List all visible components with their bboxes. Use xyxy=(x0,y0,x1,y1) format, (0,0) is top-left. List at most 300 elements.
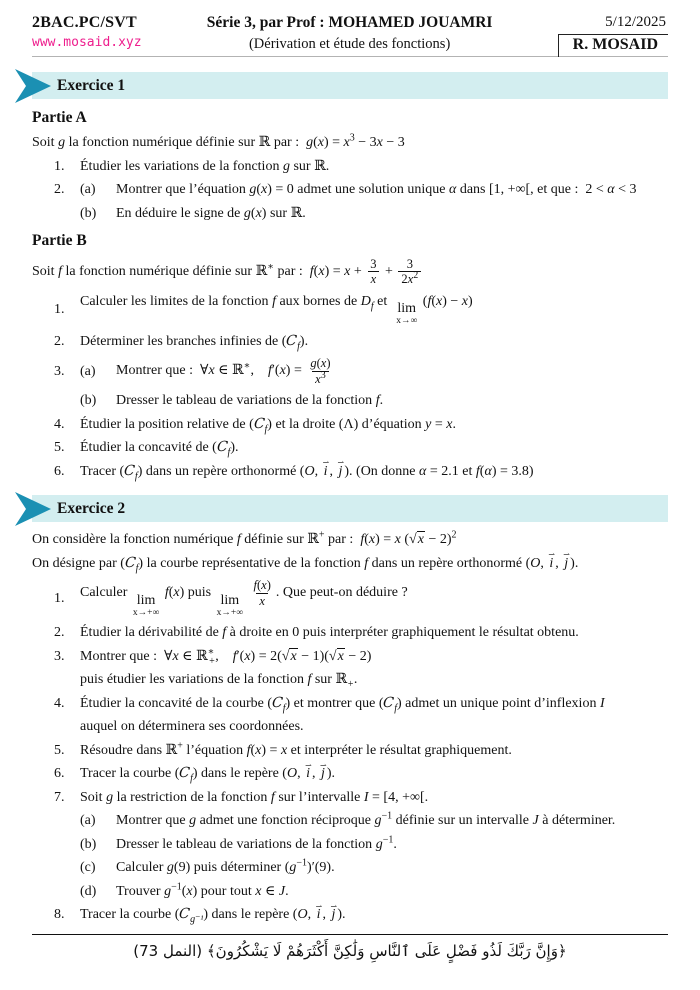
numerator xyxy=(307,356,333,370)
list-item xyxy=(32,812,668,830)
item-number: 7. xyxy=(54,789,65,805)
item-letter: (b) xyxy=(80,205,97,221)
list-item xyxy=(32,416,668,434)
math-variable: α xyxy=(484,463,492,479)
math-variable: x xyxy=(280,742,288,758)
intro-line xyxy=(32,531,668,549)
superscript: 2 xyxy=(413,270,419,282)
text: et interpréter le résultat graphiquement. xyxy=(287,742,512,758)
limit-word: lim xyxy=(220,592,240,608)
math-variable: f xyxy=(164,585,169,601)
text: dans [1, +∞[, et que : 2 < xyxy=(456,182,608,197)
text: ) = 0 admet une solution unique xyxy=(267,182,449,197)
text: . xyxy=(452,416,456,432)
part-a-content xyxy=(32,134,668,222)
item-number: 6. xyxy=(54,463,65,479)
vector-letter: j xyxy=(338,463,343,479)
superscript: 3 xyxy=(320,369,326,381)
header-center xyxy=(142,14,558,53)
limit-word: lim xyxy=(136,592,156,608)
math-variable: x xyxy=(244,648,251,664)
vector-symbol xyxy=(337,457,345,481)
math-variable: x xyxy=(315,371,321,386)
text: (9) puis déterminer ( xyxy=(173,860,290,876)
fraction xyxy=(307,356,333,386)
list-item xyxy=(32,760,668,785)
superscript: −1 xyxy=(382,834,394,846)
list-item xyxy=(32,181,668,199)
item-number: 6. xyxy=(54,766,65,782)
math-variable: x xyxy=(255,742,262,758)
text: ( xyxy=(250,205,256,221)
math-variable: f xyxy=(307,672,312,688)
text: Soit xyxy=(80,789,107,805)
math-variable: f xyxy=(364,555,369,571)
vector-arrow-icon: ⇀ xyxy=(315,901,323,911)
fraction xyxy=(398,257,421,287)
exercise2-title: Exercice 2 xyxy=(57,499,126,517)
text: = [4, +∞[. xyxy=(368,789,429,805)
limit-subscript: x→+∞ xyxy=(216,607,243,618)
math-variable: f xyxy=(267,363,272,379)
vector-letter: j xyxy=(320,766,325,782)
text: ∈ ℝ xyxy=(178,648,208,664)
exercise1-banner xyxy=(32,72,668,99)
subscript: f xyxy=(134,470,138,482)
square-root xyxy=(282,648,298,664)
intro-line xyxy=(32,134,668,152)
header-left xyxy=(32,14,142,51)
text: puis étudier les variations de la fonction xyxy=(80,672,308,688)
text: Étudier la dérivabilité de xyxy=(80,625,223,641)
numerator xyxy=(367,257,379,271)
superscript: 2 xyxy=(451,529,457,541)
text: , xyxy=(250,363,268,379)
text: Montrer que l’équation xyxy=(116,182,250,197)
math-variable: O xyxy=(304,463,315,479)
text: sur ℝ xyxy=(311,672,348,688)
text: à droite en 0 puis interpréter graphiquement le résultat obtenu. xyxy=(226,625,579,641)
math-variable: g xyxy=(249,182,257,197)
math-variable: f xyxy=(246,742,251,758)
fraction xyxy=(250,578,273,608)
line-content xyxy=(80,760,336,785)
math-variable: x xyxy=(279,363,286,379)
square-root xyxy=(329,648,345,664)
math-variable: x xyxy=(255,883,262,899)
text: < 3 xyxy=(614,182,637,197)
text: Montrer que xyxy=(116,813,190,829)
text: ) sur ℝ. xyxy=(261,205,306,221)
superscript: −1 xyxy=(296,857,308,869)
vector-letter: i xyxy=(306,766,310,782)
line-content xyxy=(32,134,405,152)
text: , xyxy=(540,555,548,571)
text: Dresser le tableau de variations de la fonction xyxy=(116,393,376,409)
list-item xyxy=(32,883,668,901)
vector-letter: j xyxy=(564,555,569,571)
list-item xyxy=(32,695,668,713)
math-variable: x xyxy=(370,272,377,287)
vector-letter: i xyxy=(549,555,554,571)
numerator xyxy=(404,257,416,271)
line-content xyxy=(80,624,579,642)
script-letter: C xyxy=(271,694,284,711)
text: Tracer la courbe ( xyxy=(80,766,180,782)
text: − 3 xyxy=(354,135,377,150)
denominator xyxy=(256,593,268,608)
math-variable: g xyxy=(282,158,290,174)
math-variable: f xyxy=(236,532,241,548)
text: , xyxy=(329,463,337,479)
text xyxy=(245,585,249,600)
math-variable: f xyxy=(309,264,314,280)
list-item xyxy=(32,578,668,618)
math-variable: f xyxy=(222,625,227,641)
line-content xyxy=(116,812,615,830)
radical-sign: √ xyxy=(328,648,337,664)
vector-arrow-icon: ⇀ xyxy=(322,457,330,467)
math-variable: O xyxy=(286,766,298,782)
text: . xyxy=(353,672,358,688)
chevron-arrow-icon xyxy=(15,69,51,103)
math-variable: y xyxy=(425,416,432,432)
script-letter: C xyxy=(285,332,299,349)
text: ∈ xyxy=(261,883,279,899)
text: Étudier la position relative de ( xyxy=(80,416,254,432)
text: définie sur un intervalle xyxy=(392,813,533,829)
script-letter: C xyxy=(124,554,137,571)
text: 3 xyxy=(370,257,377,271)
text: ). xyxy=(230,440,239,456)
superscript: ∗ xyxy=(207,646,215,658)
math-variable: x xyxy=(376,135,383,150)
date: 5/12/2025 xyxy=(605,14,666,30)
math-variable: x xyxy=(173,585,180,601)
vector-letter: i xyxy=(323,463,328,479)
math-variable: x xyxy=(446,416,453,432)
list-item xyxy=(32,789,668,807)
series-title: Série 3, par Prof : MOHAMED JOUAMRI xyxy=(206,14,493,31)
math-variable: x xyxy=(344,264,351,280)
math-variable: g xyxy=(58,135,66,150)
text: à déterminer. xyxy=(538,813,616,829)
text: ) la courbe représentative de la fonction xyxy=(138,555,365,571)
text: ( xyxy=(181,883,187,899)
vector-symbol xyxy=(548,549,556,573)
superscript: −1 xyxy=(171,881,182,893)
math-variable: f xyxy=(375,393,380,409)
text: On désigne par ( xyxy=(32,555,125,571)
website-link[interactable]: www.mosaid.xyz xyxy=(32,35,142,50)
line-content xyxy=(116,205,306,223)
text: Calculer xyxy=(80,585,131,601)
text: + xyxy=(350,264,366,280)
text: , xyxy=(311,766,319,782)
numerator xyxy=(250,578,273,592)
text: ) puis xyxy=(179,585,215,601)
list-item xyxy=(32,205,668,223)
item-number: 4. xyxy=(54,416,65,432)
math-variable: α xyxy=(448,182,457,197)
math-variable: g xyxy=(306,135,314,150)
item-number: 3. xyxy=(54,648,65,664)
list-item xyxy=(32,293,668,327)
text: . Que peut-on déduire ? xyxy=(275,585,408,601)
math-variable: x xyxy=(186,883,193,899)
limit xyxy=(396,302,417,327)
text: ) − xyxy=(442,293,462,309)
text: auquel on déterminera ses coordonnées. xyxy=(80,719,304,735)
text: En déduire le signe de xyxy=(116,205,244,221)
line-content xyxy=(116,836,397,854)
line-content xyxy=(32,549,579,574)
item-number: 1. xyxy=(54,302,65,318)
text: ) et montrer que ( xyxy=(285,695,384,711)
line-content xyxy=(32,531,457,549)
text: ) = 2( xyxy=(250,648,282,664)
text: ( xyxy=(316,356,321,371)
vector-arrow-icon: ⇀ xyxy=(548,549,556,559)
subscript: f xyxy=(297,340,300,352)
exercise1-title: Exercice 1 xyxy=(57,76,126,94)
line-content xyxy=(80,742,512,760)
math-variable: x xyxy=(394,532,401,548)
line-content xyxy=(80,457,534,482)
line-content xyxy=(116,859,335,877)
list-item xyxy=(32,624,668,642)
text: Calculer les limites de la fonction xyxy=(80,293,273,309)
list-item xyxy=(32,836,668,854)
text: . xyxy=(393,836,397,852)
line-content xyxy=(116,356,336,386)
intro-line xyxy=(32,257,668,287)
subscript: f xyxy=(227,446,231,458)
text: ∈ ℝ xyxy=(214,363,244,379)
item-number: 3. xyxy=(54,363,65,379)
text: Étudier les variations de la fonction xyxy=(80,158,283,174)
math-variable: x xyxy=(436,293,443,309)
text: ) admet un unique point d’inflexion xyxy=(396,695,600,711)
list-item xyxy=(32,158,668,176)
text: la fonction numérique définie sur ℝ xyxy=(61,264,268,280)
line-content xyxy=(80,578,408,618)
text: . xyxy=(379,393,384,409)
text: ). xyxy=(299,333,309,349)
item-number: 1. xyxy=(54,158,65,174)
text: ) = xyxy=(285,363,306,379)
math-variable: J xyxy=(278,883,286,899)
text: , xyxy=(555,555,563,571)
text: ( xyxy=(364,532,369,548)
text: − 3 xyxy=(382,135,405,150)
text: ( xyxy=(479,463,485,479)
radicand: x xyxy=(290,648,297,664)
intro-line xyxy=(32,549,668,574)
text: , xyxy=(322,907,330,923)
vector-arrow-icon: ⇀ xyxy=(330,901,338,911)
text: , xyxy=(215,648,233,664)
math-variable: x xyxy=(368,532,376,548)
item-letter: (a) xyxy=(80,813,96,829)
text: ( xyxy=(168,585,174,601)
text: définie sur ℝ xyxy=(240,532,319,548)
item-number: 2. xyxy=(54,182,65,197)
limit xyxy=(217,594,243,619)
item-number: 5. xyxy=(54,440,65,456)
radical-sign: √ xyxy=(409,532,417,548)
item-number: 2. xyxy=(54,625,65,641)
page-footer xyxy=(32,934,668,960)
math-variable: I xyxy=(363,789,369,805)
line-content xyxy=(116,392,383,410)
text: sur ℝ. xyxy=(289,158,330,174)
math-variable: f xyxy=(475,463,480,479)
text: ) et la droite (Λ) d’équation xyxy=(267,416,426,432)
denominator xyxy=(312,371,329,386)
square-root xyxy=(409,531,425,547)
math-variable: f xyxy=(253,578,257,593)
text: ) = xyxy=(324,264,345,280)
item-letter: (b) xyxy=(80,836,97,852)
radicand: x xyxy=(417,532,424,548)
text: Tracer ( xyxy=(80,463,125,479)
superscript: ∗ xyxy=(267,261,275,273)
text: ) xyxy=(468,293,473,309)
item-number: 4. xyxy=(54,695,65,711)
limit-subscript: x→∞ xyxy=(396,316,418,327)
text: la restriction de la fonction xyxy=(113,789,271,805)
text: et xyxy=(373,293,395,309)
math-variable: D xyxy=(360,293,371,309)
subscript: g⁻¹ xyxy=(190,914,204,926)
math-variable: x xyxy=(261,578,267,593)
radical-sign: √ xyxy=(281,648,290,664)
vector-arrow-icon: ⇀ xyxy=(563,549,570,559)
text: ) dans un repère orthonormé ( xyxy=(137,463,305,479)
math-variable: g xyxy=(106,789,114,805)
list-item xyxy=(32,457,668,482)
text: − 1)( xyxy=(297,648,329,664)
text: ′( xyxy=(236,648,245,664)
math-variable: f xyxy=(58,264,62,280)
math-variable: x xyxy=(259,593,265,608)
chevron-arrow-icon xyxy=(15,492,51,526)
line-content xyxy=(80,158,329,176)
text: ( xyxy=(419,293,428,309)
superscript: 3 xyxy=(349,132,355,144)
text: Soit xyxy=(32,135,59,150)
vector-letter: j xyxy=(331,907,336,923)
part-b-content xyxy=(32,257,668,480)
item-letter: (d) xyxy=(80,883,97,899)
line-content xyxy=(32,257,423,287)
text: Déterminer les branches infinies de ( xyxy=(80,333,287,349)
math-variable: g xyxy=(243,205,251,221)
superscript: + xyxy=(318,529,325,541)
math-variable: f xyxy=(360,532,365,548)
text: Calculer xyxy=(116,860,167,876)
math-variable: I xyxy=(599,695,605,711)
text: , xyxy=(307,907,315,923)
list-item xyxy=(32,859,668,877)
text: ( xyxy=(250,742,256,758)
math-variable: O xyxy=(297,907,308,923)
vector-symbol xyxy=(315,901,323,924)
text: ) xyxy=(266,578,271,593)
subscript: f xyxy=(394,702,397,714)
math-variable: g xyxy=(166,860,174,876)
text: sur l’intervalle xyxy=(274,789,364,805)
item-number: 2. xyxy=(54,333,65,349)
text: ) dans le repère ( xyxy=(192,766,287,782)
teacher-name-box: R. MOSAID xyxy=(558,34,668,57)
line-content xyxy=(80,439,239,457)
text: ) xyxy=(326,356,331,371)
text: ) = xyxy=(323,135,344,150)
text: ( xyxy=(256,182,262,197)
text: Tracer la courbe ( xyxy=(80,907,180,923)
math-variable: f xyxy=(427,293,432,309)
text: Étudier la concavité de la courbe ( xyxy=(80,695,273,711)
list-item xyxy=(32,392,668,410)
text: 3 xyxy=(406,257,413,271)
vector-symbol xyxy=(305,760,312,783)
math-variable: x xyxy=(461,293,468,309)
script-letter: C xyxy=(382,694,396,711)
text: + xyxy=(381,264,397,280)
script-letter: C xyxy=(216,439,229,456)
text: ( xyxy=(431,293,436,309)
text: Montrer que : ∀ xyxy=(80,648,173,664)
fraction xyxy=(367,257,379,287)
text: ( xyxy=(313,264,319,280)
math-variable: x xyxy=(172,648,179,664)
math-variable: x xyxy=(318,264,325,280)
math-variable: O xyxy=(530,555,541,571)
math-variable: x xyxy=(261,182,268,197)
math-variable: g xyxy=(189,813,197,829)
superscript: + xyxy=(177,740,183,752)
math-variable: x xyxy=(255,205,262,221)
vector-symbol xyxy=(563,549,570,573)
math-variable: g xyxy=(310,356,317,371)
superscript: −1 xyxy=(381,810,393,822)
item-letter: (b) xyxy=(80,393,97,409)
text: l’équation xyxy=(182,742,247,758)
math-variable: J xyxy=(532,813,539,829)
math-variable: f xyxy=(232,648,237,664)
text: ). xyxy=(570,555,579,571)
list-item xyxy=(32,901,668,926)
vector-symbol xyxy=(319,760,327,783)
line-content xyxy=(80,718,304,736)
text: ′( xyxy=(271,363,280,379)
text: aux bornes de xyxy=(275,293,361,309)
vector-symbol xyxy=(322,457,330,481)
radicand: x xyxy=(337,648,344,664)
script-letter: C xyxy=(123,462,136,479)
math-variable: g xyxy=(374,813,382,829)
math-variable: x xyxy=(407,272,414,287)
item-letter: (c) xyxy=(80,860,96,876)
item-letter: (a) xyxy=(80,363,96,379)
series-subtitle: (Dérivation et étude des fonctions) xyxy=(248,36,451,52)
footer-rule xyxy=(32,934,668,935)
text: = 2.1 et xyxy=(426,463,476,479)
list-item xyxy=(32,439,668,457)
item-number: 5. xyxy=(54,742,65,758)
